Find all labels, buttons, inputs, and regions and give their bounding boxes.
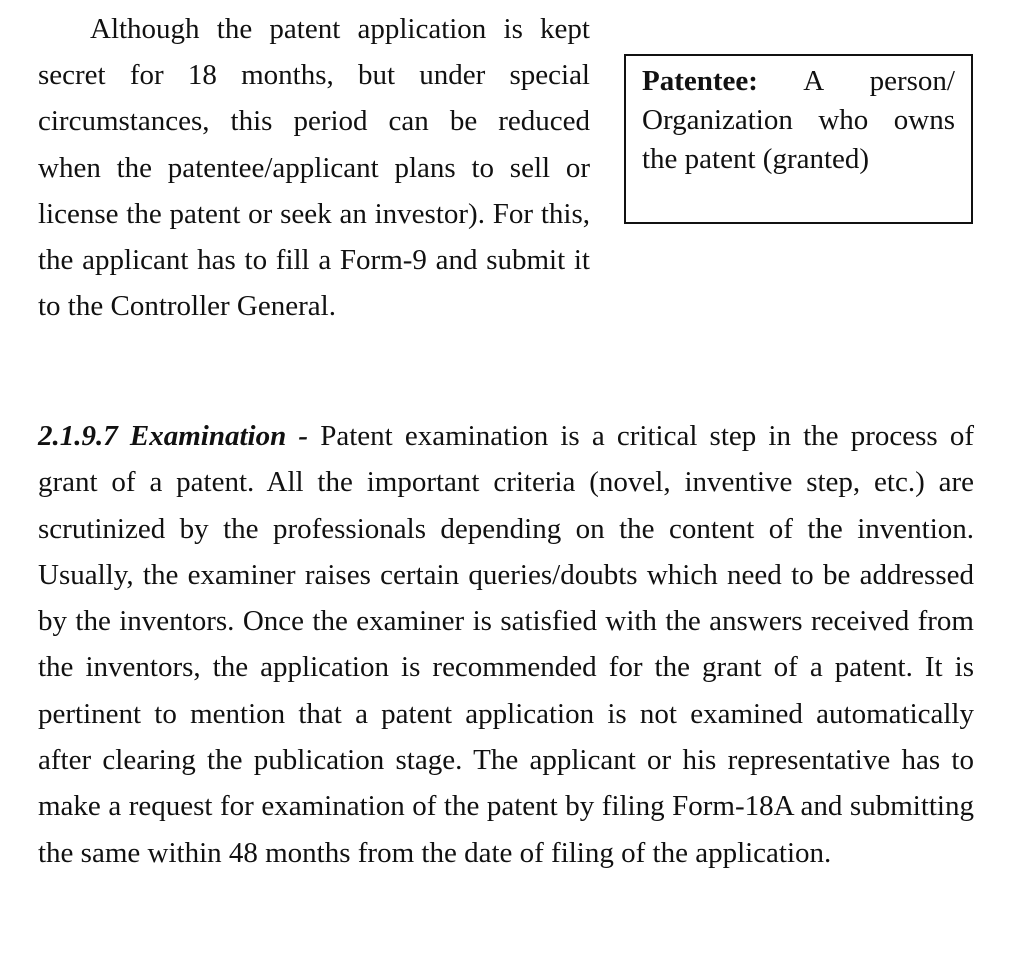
section-body: Patent examination is a critical step in the process of grant of a patent. All the important criteria (novel, inventive step, etc.) are scrutinized by the professionals depending on the content of the invention. Usually, the examiner raises certain queries/doubts which need to be addressed by the inventors. Once the examiner is satisfied with the answers received from the inventors, the application is recommended for the grant of a patent. It is pertinent to mention that a patent application is not examined automatically after clearing the publication stage. The applicant or his representative has to make a request for examination of the patent by filing Form-18A and submitting the same within 48 months from the date of filing of the application. [38,420,974,869]
examination-paragraph [38,413,974,876]
section-heading: 2.1.9.7 Examination - [38,420,309,452]
definition-term: Patentee: [642,65,758,97]
definition-text: A person/ Organization who owns the patent (granted) [642,65,955,175]
intro-paragraph: Although the patent application is kept secret for 18 months, but under special circumstances, this period can be reduced when the patentee/applicant plans to sell or license the patent or seek an investor). For this, the applicant has to fill a Form-9 and submit it to the Controller General. [38,13,590,323]
definition-box [624,54,973,224]
